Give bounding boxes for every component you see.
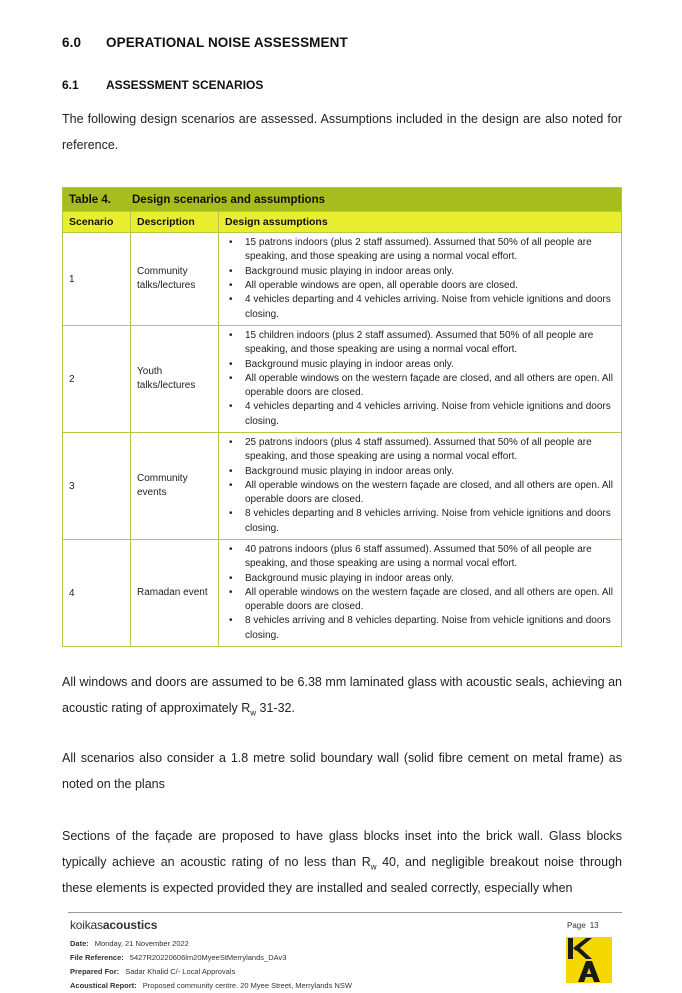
list-item: • 25 patrons indoors (plus 4 staff assumed). Assumed that 50% of all people are speaking, and those speaking are using a normal vocal effort. [245, 436, 613, 465]
footer-prepared-row [70, 965, 352, 979]
footer-metadata [70, 937, 352, 993]
list-item: • 4 vehicles departing and 4 vehicles arriving. Noise from vehicle ignitions and doors closing. [245, 293, 613, 322]
page-label: Page [567, 921, 586, 930]
list-item: • 40 patrons indoors (plus 6 staff assumed). Assumed that 50% of all people are speaking, and those speaking are using a normal vocal effort. [245, 543, 613, 572]
report-value: Proposed community centre. 20 Myee Street, Merrylands NSW [142, 981, 352, 990]
brand-light: koikas [70, 918, 103, 932]
list-item: • All operable windows on the western façade are closed, and all others are open. All operable doors are closed. [245, 479, 613, 508]
koikas-logo-icon [566, 937, 612, 983]
subsection-number: 6.1 [62, 78, 79, 92]
rw-subscript: w [250, 708, 257, 718]
table-row [63, 233, 622, 326]
scenario-cell: 4 [63, 540, 131, 647]
glass-blocks-rating-text: 40, and negligible breakout noise through these elements is expected provided they are installed and sealed correctly, especially when [62, 855, 622, 895]
list-item: • 15 children indoors (plus 2 staff assumed). Assumed that 50% of all people are speaking, and those speaking are using a normal vocal effort. [245, 329, 613, 358]
page-number [567, 921, 599, 930]
list-item: • Background music playing in indoor areas only. [245, 265, 613, 279]
table-row [63, 540, 622, 647]
rw-subscript: w [370, 862, 377, 872]
glass-blocks-text: Sections of the façade are proposed to have glass blocks inset into the brick wall. Glass blocks typically achieve an acoustic rating of no less than R [62, 829, 622, 869]
assumptions-list [225, 329, 613, 429]
description-cell: Ramadan event [131, 540, 219, 647]
table-title-row [63, 188, 622, 212]
header-design-assumptions: Design assumptions [219, 212, 622, 233]
date-value: Monday, 21 November 2022 [94, 939, 189, 948]
list-item: • Background music playing in indoor areas only. [245, 572, 613, 586]
list-item: • Background music playing in indoor areas only. [245, 358, 613, 372]
glass-blocks-paragraph [62, 823, 622, 901]
table-caption [63, 188, 622, 212]
footer-fileref-row [70, 951, 352, 965]
assumptions-list [225, 543, 613, 643]
list-item: • 4 vehicles departing and 4 vehicles arriving. Noise from vehicle ignitions and doors closing. [245, 400, 613, 429]
glazing-text: All windows and doors are assumed to be 6.38 mm laminated glass with acoustic seals, achieving an acoustic rating of approximately R [62, 675, 622, 715]
header-description: Description [131, 212, 219, 233]
table-header-row [63, 212, 622, 233]
fileref-value: 5427R20220606lm20MyeeStMerrylands_DAv3 [129, 953, 287, 962]
section-number: 6.0 [62, 35, 82, 50]
header-scenario: Scenario [63, 212, 131, 233]
list-item: • All operable windows on the western façade are closed, and all others are open. All operable doors are closed. [245, 372, 613, 401]
fileref-label: File Reference: [70, 953, 124, 962]
date-label: Date: [70, 939, 89, 948]
glazing-paragraph [62, 669, 622, 721]
footer-date-row [70, 937, 352, 951]
list-item: • All operable windows are open, all operable doors are closed. [245, 279, 613, 293]
list-item: • Background music playing in indoor areas only. [245, 465, 613, 479]
footer-divider [68, 912, 622, 913]
footer-report-row [70, 979, 352, 993]
assumptions-cell [219, 233, 622, 326]
description-cell: Community events [131, 433, 219, 540]
description-cell: Youth talks/lectures [131, 326, 219, 433]
table-number: Table 4. [69, 193, 111, 206]
section-title: OPERATIONAL NOISE ASSESSMENT [106, 35, 348, 50]
description-cell: Community talks/lectures [131, 233, 219, 326]
assumptions-cell [219, 433, 622, 540]
table-row [63, 326, 622, 433]
table-title: Design scenarios and assumptions [132, 193, 326, 206]
brand-wordmark [70, 918, 157, 932]
brand-bold: acoustics [102, 918, 158, 932]
list-item: • 8 vehicles departing and 8 vehicles arriving. Noise from vehicle ignitions and doors closing. [245, 507, 613, 536]
intro-paragraph: The following design scenarios are assessed. Assumptions included in the design are also noted for reference. [62, 112, 622, 152]
section-heading [62, 35, 348, 50]
assumptions-cell [219, 540, 622, 647]
report-label: Acoustical Report: [70, 981, 137, 990]
page-number-value: 13 [589, 921, 599, 930]
scenario-cell: 1 [63, 233, 131, 326]
glazing-rating-text: 31-32. [256, 701, 295, 715]
boundary-wall-paragraph: All scenarios also consider a 1.8 metre solid boundary wall (solid fibre cement on metal frame) as noted on the plans [62, 751, 622, 791]
prepared-label: Prepared For: [70, 967, 120, 976]
list-item: • All operable windows on the western façade are closed, and all others are open. All operable doors are closed. [245, 586, 613, 615]
subsection-title: ASSESSMENT SCENARIOS [106, 78, 264, 92]
assumptions-list [225, 436, 613, 536]
assumptions-list [225, 236, 613, 322]
prepared-value: Sadar Khalid C/- Local Approvals [125, 967, 236, 976]
assumptions-cell [219, 326, 622, 433]
table-row [63, 433, 622, 540]
scenarios-table [62, 187, 622, 647]
list-item: • 15 patrons indoors (plus 2 staff assumed). Assumed that 50% of all people are speaking, and those speaking are using a normal vocal effort. [245, 236, 613, 265]
scenario-cell: 3 [63, 433, 131, 540]
scenario-cell: 2 [63, 326, 131, 433]
list-item: • 8 vehicles arriving and 8 vehicles departing. Noise from vehicle ignitions and doors closing. [245, 614, 613, 643]
subsection-heading [62, 78, 263, 92]
